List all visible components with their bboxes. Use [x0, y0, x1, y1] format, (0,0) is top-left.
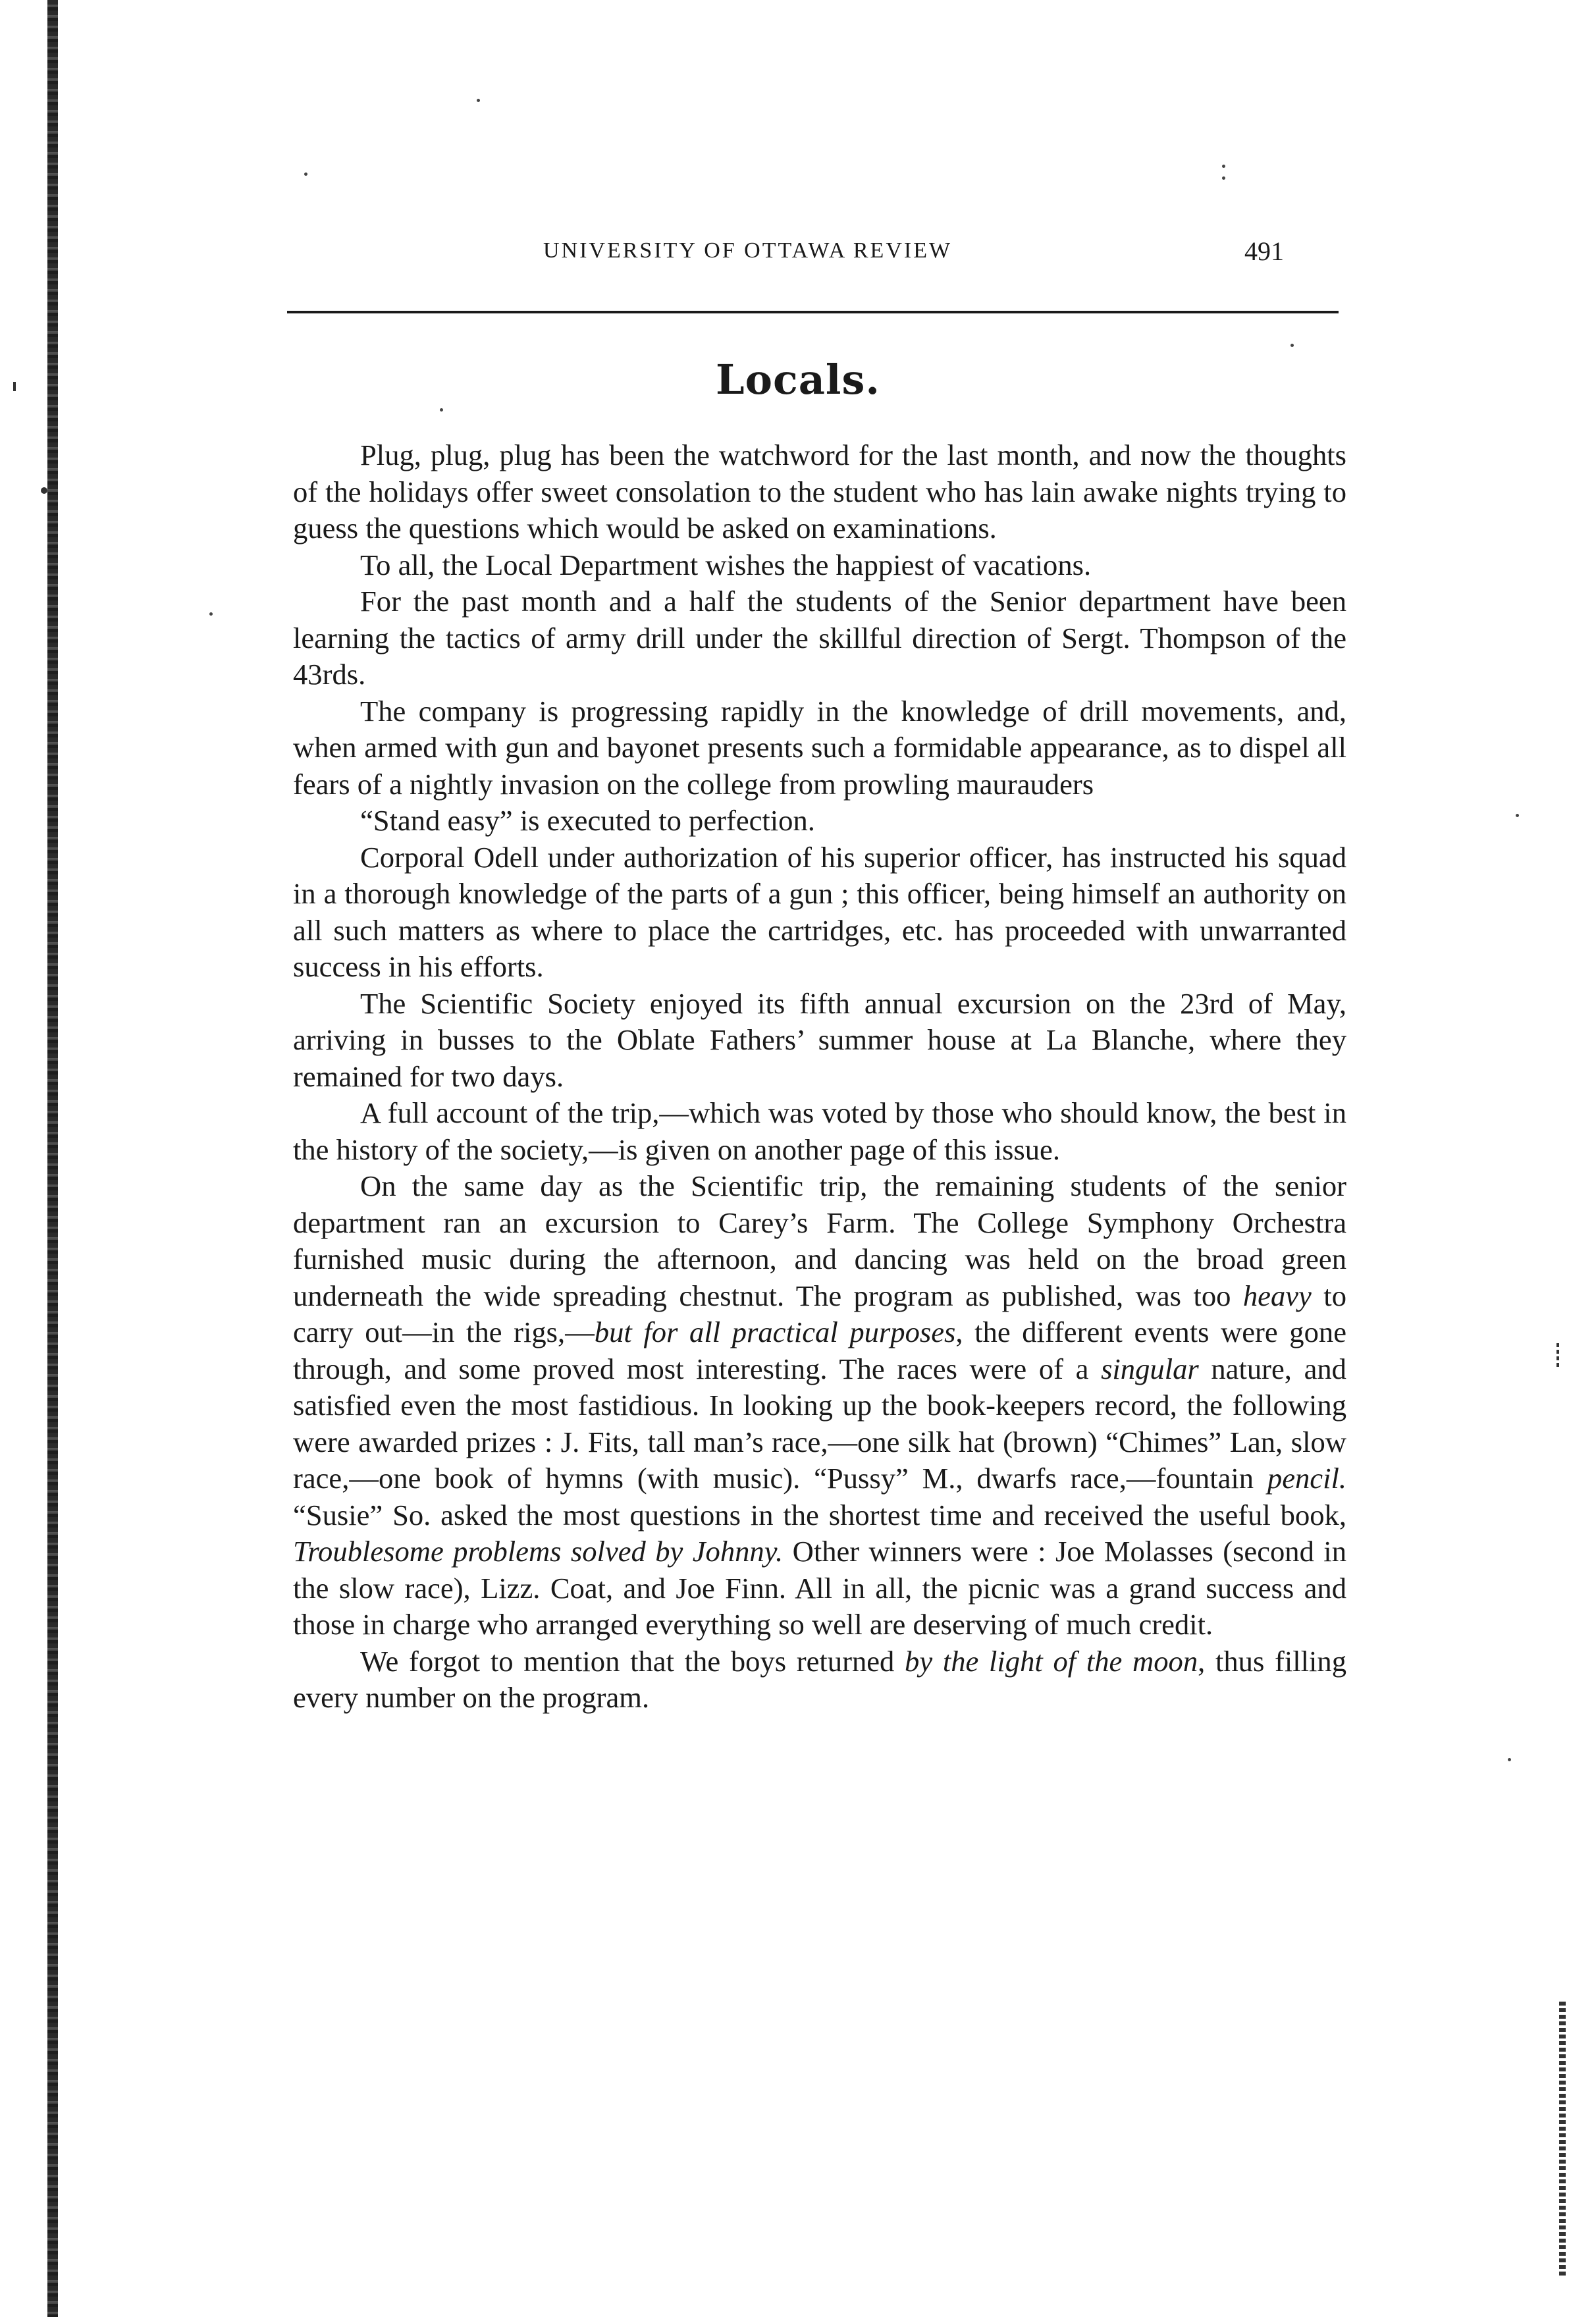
italic-phrase: by the light of the moon [905, 1644, 1198, 1678]
text-run: Other winners were : Joe Molasses (second in the slow race), Lizz. Coat, and Joe Finn. All in all, the picnic was a grand success and those in charge who arranged everything so well are deserving of much credit. [293, 1535, 1346, 1641]
margin-speck [1516, 814, 1519, 817]
margin-speck [1290, 344, 1294, 347]
text-run: “Stand easy” is executed to perfection. [360, 804, 815, 837]
text-run: We forgot to mention that the boys returned [360, 1644, 905, 1678]
text-run: On the same day as the Scientific trip, the remaining students of the senior department ran an excursion to Carey’s Farm. The College Symphony Orchestra furnished music during the afternoon, and dancing was held on the broad green underneath the wide spreading chestnut. The program as published, was too [293, 1169, 1346, 1312]
right-edge-mark [1559, 2002, 1566, 2278]
text-run: nature, and satisfied even the most fastidious. In looking up the book-keepers record, the following were awarded prizes : J. Fits, tall man’s race,—one silk hat (brown) “Chimes” Lan, slow race,—one book of hymns (with music). “Pussy” M., dwarfs race,—fountain [293, 1352, 1346, 1495]
margin-speck [477, 99, 480, 102]
margin-speck [1222, 165, 1225, 168]
article-paragraph [293, 986, 1346, 1096]
article-paragraph [293, 1643, 1346, 1717]
text-run: Corporal Odell under authorization of his superior officer, has instructed his squad in a thorough knowledge of the parts of a gun ; this officer, being himself an authority on all such matters as where to place the cartridges, etc. has proceeded with unwarranted success in his efforts. [293, 840, 1346, 983]
article-paragraph [293, 547, 1346, 584]
text-run: A full account of the trip,—which was voted by those who should know, the best in the history of the society,—is given on another page of this issue. [293, 1096, 1346, 1166]
italic-phrase: Troublesome problems solved by Johnny. [293, 1535, 784, 1568]
article-paragraph [293, 437, 1346, 547]
running-head [290, 238, 1343, 278]
article-paragraph [293, 693, 1346, 803]
text-run: Plug, plug, plug has been the watchword for the last month, and now the thoughts of the holidays offer sweet consolation to the student who has lain awake nights trying to guess the questions which would be asked on examinations. [293, 439, 1346, 545]
article-paragraph [293, 803, 1346, 839]
header-rule [287, 311, 1339, 313]
text-run: For the past month and a half the students of the Senior department have been learning the tactics of army drill under the skillful direction of Sergt. Thompson of the 43rds. [293, 585, 1346, 691]
italic-phrase: but for all practical purposes [594, 1316, 956, 1348]
journal-title: UNIVERSITY OF OTTAWA REVIEW [543, 238, 953, 263]
article-paragraph [293, 839, 1346, 986]
text-run: , the different events were gone through, and some proved most interesting. The races were of a [293, 1316, 1346, 1385]
margin-speck [440, 408, 443, 412]
italic-phrase: heavy [1242, 1279, 1312, 1312]
margin-mark [41, 487, 47, 494]
article-paragraph [293, 1095, 1346, 1168]
text-run: , thus filling every number on the program. [293, 1644, 1347, 1714]
text-run: To all, the Local Department wishes the happiest of vacations. [360, 548, 1092, 581]
section-title: Locals. [716, 356, 880, 404]
text-run: to carry out—in the rigs,— [293, 1279, 1346, 1348]
italic-phrase: singular [1101, 1352, 1199, 1385]
article-paragraph [293, 583, 1346, 693]
right-edge-mark [1556, 1343, 1559, 1370]
margin-speck [209, 612, 213, 616]
article-paragraph [293, 1168, 1346, 1643]
margin-speck [304, 173, 307, 176]
margin-speck [1222, 176, 1225, 180]
margin-speck [1508, 1758, 1511, 1761]
text-run: “Susie” So. asked the most questions in the shortest time and received the useful book, [293, 1498, 1346, 1531]
binding-edge [47, 0, 58, 2317]
page-number: 491 [1244, 236, 1284, 266]
italic-phrase: pencil. [1267, 1462, 1346, 1495]
text-run: The company is progressing rapidly in the knowledge of drill movements, and, when armed with gun and bayonet presents such a formidable appearance, as to dispel all fears of a nightly invasion on the college from prowling maurauders [293, 694, 1346, 801]
text-run: The Scientific Society enjoyed its fifth annual excursion on the 23rd of May, arriving in busses to the Oblate Fathers’ summer house at La Blanche, where they remained for two days. [293, 986, 1346, 1093]
article-body [293, 437, 1346, 1717]
